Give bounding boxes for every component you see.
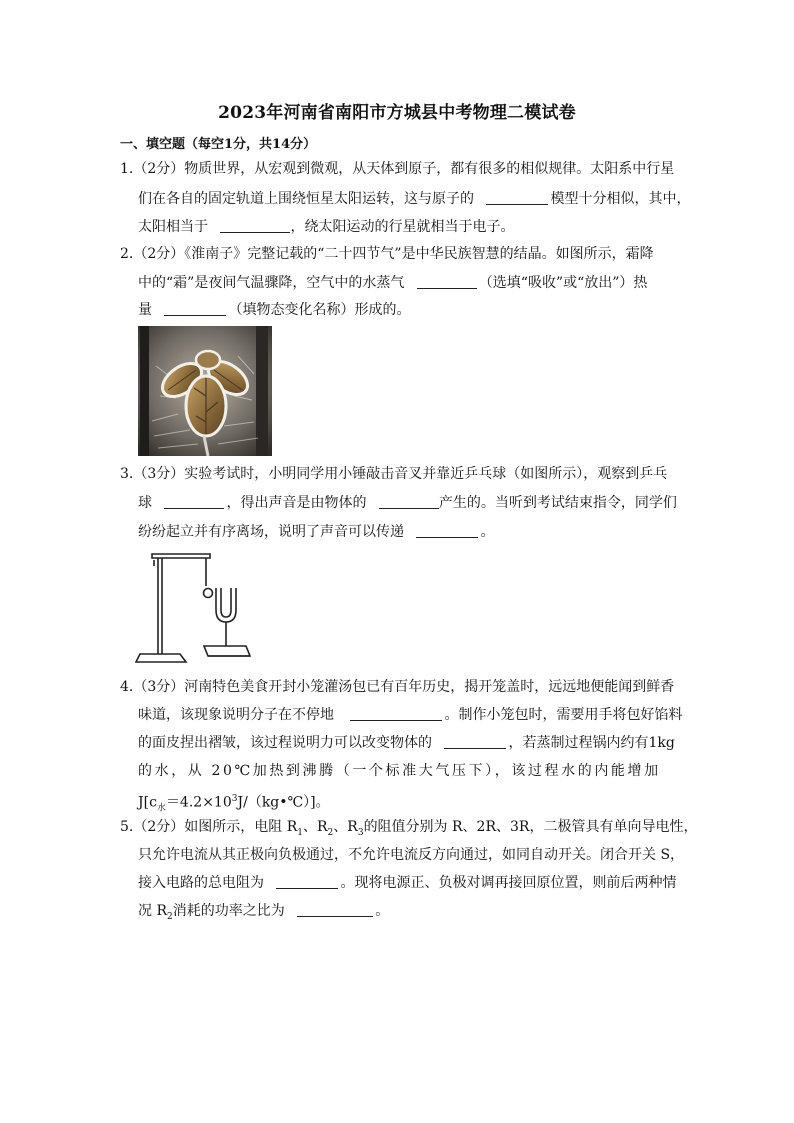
q2-line1: 2.（2分）《淮南子》完整记载的“二十四节气”是中华民族智慧的结晶。如图所示，霜降 — [120, 246, 654, 262]
q3-line1: 3.（3分）实验考试时，小明同学用小锤敲击音叉并靠近乒乓球（如图所示），观察到乒乓 — [120, 466, 668, 482]
q1-line1: 1.（2分）物质世界，从宏观到微观，从天体到原子，都有很多的相似规律。太阳系中行星 — [120, 161, 675, 177]
answer-blank[interactable] — [416, 523, 478, 538]
q4-line5: $J[c_水=4.2\times 10^3J/(kg•℃)]$。 — [138, 794, 330, 814]
answer-blank[interactable] — [164, 494, 224, 509]
answer-blank[interactable] — [379, 494, 439, 509]
answer-blank[interactable] — [444, 734, 506, 749]
section-heading: 一、填空题（每空1分，共14分） — [120, 137, 317, 152]
q5-line1: 5.（2分）如图所示，电阻 $R_1$、$R_2$、$R_3$的阻值分别为 R、2R、3R，二极管具有单向导电性， — [120, 819, 698, 838]
answer-blank[interactable] — [417, 274, 477, 289]
q1-line3: 太阳相当于 ，绕太阳运动的行星就相当于电子。 — [138, 219, 515, 235]
answer-blank[interactable] — [486, 190, 548, 205]
answer-blank[interactable] — [164, 301, 226, 316]
answer-blank[interactable] — [220, 218, 290, 233]
q4-line3: 的面皮捏出褶皱，该过程说明力可以改变物体的 ，若蒸制过程锅内约有1kg — [138, 735, 675, 751]
answer-blank[interactable] — [276, 874, 338, 889]
q4-line1: 4.（3分）河南特色美食开封小笼灌汤包已有百年历史，揭开笼盖时，远远地便能闻到鲜香 — [120, 679, 675, 695]
q3-line3: 纷纷起立并有序离场，说明了声音可以传递 。 — [138, 524, 495, 540]
q5-line2: 只允许电流从其正极向负极通过，不允许电流反方向通过，如同自动开关。闭合开关 S， — [138, 847, 685, 863]
q1-line2: 们在各自的固定轨道上围绕恒星太阳运转，这与原子的 模型十分相似，其中， — [138, 191, 691, 207]
answer-blank[interactable] — [350, 706, 442, 721]
tuning-fork-diagram — [134, 548, 280, 668]
q4-line2: 味道，该现象说明分子在不停地 。制作小笼包时，需要用手将包好馅料 — [138, 707, 683, 723]
q2-line2: 中的“霜”是夜间气温骤降，空气中的水蒸气 （选填“吸收”或“放出”）热 — [138, 275, 648, 291]
page-title: 2023年河南省南阳市方城县中考物理二模试卷 — [218, 103, 576, 123]
q4-line4: 的水，从 20℃加热到沸腾（一个标准大气压下），该过程水的内能增加 — [138, 763, 661, 779]
frost-leaf-photo — [138, 326, 272, 456]
q2-line3: 量 （填物态变化名称）形成的。 — [138, 302, 411, 318]
q3-line2: 球 ，得出声音是由物体的 产生的。当听到考试结束指令，同学们 — [138, 495, 677, 511]
q5-line4: 况 $R_2$消耗的功率之比为 。 — [138, 903, 390, 922]
answer-blank[interactable] — [297, 902, 373, 917]
q5-line3: 接入电路的总电阻为 。现将电源正、负极对调再接回原位置，则前后两种情 — [138, 875, 677, 891]
